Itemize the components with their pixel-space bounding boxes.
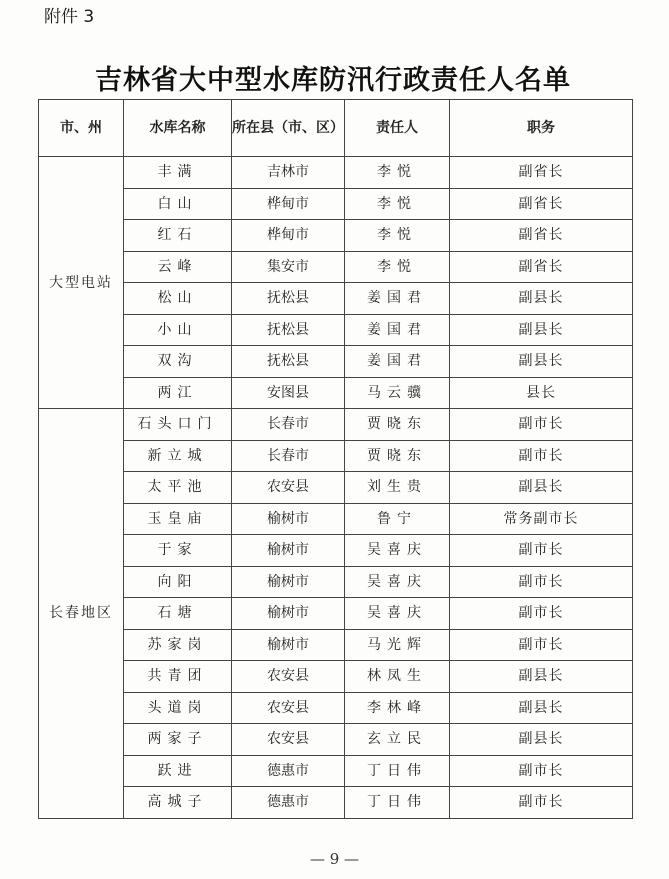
county-cell: 农安县: [232, 661, 345, 693]
table-row: [39, 503, 633, 535]
page-number: — 9 —: [309, 850, 360, 868]
table-row: [39, 440, 633, 472]
county-cell: 榆树市: [232, 598, 345, 630]
region-cell: 大型电站: [39, 157, 124, 409]
position-cell: 副市长: [450, 566, 633, 598]
person-cell: 李悦: [345, 251, 450, 283]
header-reservoir: 水库名称: [124, 100, 232, 157]
table-row: [39, 535, 633, 567]
position-cell: 常务副市长: [450, 503, 633, 535]
person-cell: 李林峰: [345, 692, 450, 724]
position-cell: 副县长: [450, 314, 633, 346]
county-cell: 桦甸市: [232, 220, 345, 252]
person-cell: 李悦: [345, 220, 450, 252]
table-row: [39, 472, 633, 504]
person-cell: 刘生贵: [345, 472, 450, 504]
county-cell: 集安市: [232, 251, 345, 283]
responsibility-table: [38, 99, 633, 819]
table-row: [39, 629, 633, 661]
position-cell: 副省长: [450, 157, 633, 189]
position-cell: 副县长: [450, 283, 633, 315]
header-county: 所在县（市、区）: [232, 100, 345, 157]
reservoir-cell: 丰满: [124, 157, 232, 189]
reservoir-cell: 石头口门: [124, 409, 232, 441]
table-row: [39, 188, 633, 220]
header-city: 市、州: [39, 100, 124, 157]
person-cell: 马云骥: [345, 377, 450, 409]
reservoir-cell: 高城子: [124, 787, 232, 819]
person-cell: 林凤生: [345, 661, 450, 693]
person-cell: 贾晓东: [345, 440, 450, 472]
reservoir-cell: 新立城: [124, 440, 232, 472]
person-cell: 丁日伟: [345, 755, 450, 787]
table-row: [39, 787, 633, 819]
person-cell: 姜国君: [345, 314, 450, 346]
reservoir-cell: 向阳: [124, 566, 232, 598]
person-cell: 马光辉: [345, 629, 450, 661]
table-row: [39, 314, 633, 346]
position-cell: 副县长: [450, 724, 633, 756]
reservoir-cell: 于家: [124, 535, 232, 567]
table-row: [39, 283, 633, 315]
person-cell: 鲁宁: [345, 503, 450, 535]
table-row: [39, 661, 633, 693]
table-row: [39, 346, 633, 378]
reservoir-cell: 松山: [124, 283, 232, 315]
county-cell: 榆树市: [232, 503, 345, 535]
reservoir-cell: 跃进: [124, 755, 232, 787]
person-cell: 李悦: [345, 157, 450, 189]
table-row: [39, 377, 633, 409]
county-cell: 农安县: [232, 724, 345, 756]
position-cell: 副市长: [450, 409, 633, 441]
table-row: [39, 157, 633, 189]
position-cell: 副县长: [450, 692, 633, 724]
table-row: [39, 724, 633, 756]
person-cell: 吴喜庆: [345, 566, 450, 598]
reservoir-cell: 共青团: [124, 661, 232, 693]
county-cell: 德惠市: [232, 755, 345, 787]
table-row: [39, 755, 633, 787]
county-cell: 抚松县: [232, 346, 345, 378]
county-cell: 榆树市: [232, 535, 345, 567]
reservoir-cell: 两江: [124, 377, 232, 409]
position-cell: 副县长: [450, 661, 633, 693]
position-cell: 县长: [450, 377, 633, 409]
header-person: 责任人: [345, 100, 450, 157]
reservoir-cell: 太平池: [124, 472, 232, 504]
position-cell: 副县长: [450, 346, 633, 378]
county-cell: 抚松县: [232, 283, 345, 315]
county-cell: 长春市: [232, 409, 345, 441]
table-body: [39, 157, 633, 819]
county-cell: 德惠市: [232, 787, 345, 819]
position-cell: 副市长: [450, 440, 633, 472]
person-cell: 姜国君: [345, 283, 450, 315]
position-cell: 副省长: [450, 251, 633, 283]
position-cell: 副市长: [450, 787, 633, 819]
county-cell: 抚松县: [232, 314, 345, 346]
position-cell: 副省长: [450, 188, 633, 220]
table-row: [39, 566, 633, 598]
county-cell: 榆树市: [232, 629, 345, 661]
county-cell: 农安县: [232, 472, 345, 504]
reservoir-cell: 小山: [124, 314, 232, 346]
attachment-label: 附件 3: [44, 7, 95, 27]
table-row: [39, 598, 633, 630]
position-cell: 副市长: [450, 755, 633, 787]
position-cell: 副市长: [450, 629, 633, 661]
reservoir-cell: 玉皇庙: [124, 503, 232, 535]
reservoir-cell: 头道岗: [124, 692, 232, 724]
county-cell: 榆树市: [232, 566, 345, 598]
document-title: 吉林省大中型水库防汛行政责任人名单: [95, 65, 571, 96]
person-cell: 姜国君: [345, 346, 450, 378]
person-cell: 玄立民: [345, 724, 450, 756]
person-cell: 吴喜庆: [345, 535, 450, 567]
position-cell: 副省长: [450, 220, 633, 252]
person-cell: 贾晓东: [345, 409, 450, 441]
table-row: [39, 692, 633, 724]
person-cell: 丁日伟: [345, 787, 450, 819]
reservoir-cell: 云峰: [124, 251, 232, 283]
county-cell: 安图县: [232, 377, 345, 409]
reservoir-cell: 红石: [124, 220, 232, 252]
table-row: [39, 409, 633, 441]
reservoir-cell: 双沟: [124, 346, 232, 378]
position-cell: 副市长: [450, 535, 633, 567]
person-cell: 李悦: [345, 188, 450, 220]
county-cell: 桦甸市: [232, 188, 345, 220]
reservoir-cell: 石塘: [124, 598, 232, 630]
county-cell: 长春市: [232, 440, 345, 472]
reservoir-cell: 苏家岗: [124, 629, 232, 661]
position-cell: 副市长: [450, 598, 633, 630]
person-cell: 吴喜庆: [345, 598, 450, 630]
region-cell: 长春地区: [39, 409, 124, 819]
county-cell: 农安县: [232, 692, 345, 724]
reservoir-cell: 两家子: [124, 724, 232, 756]
header-position: 职务: [450, 100, 633, 157]
county-cell: 吉林市: [232, 157, 345, 189]
table-row: [39, 251, 633, 283]
position-cell: 副县长: [450, 472, 633, 504]
table-row: [39, 220, 633, 252]
reservoir-cell: 白山: [124, 188, 232, 220]
table-header-row: [39, 100, 633, 157]
